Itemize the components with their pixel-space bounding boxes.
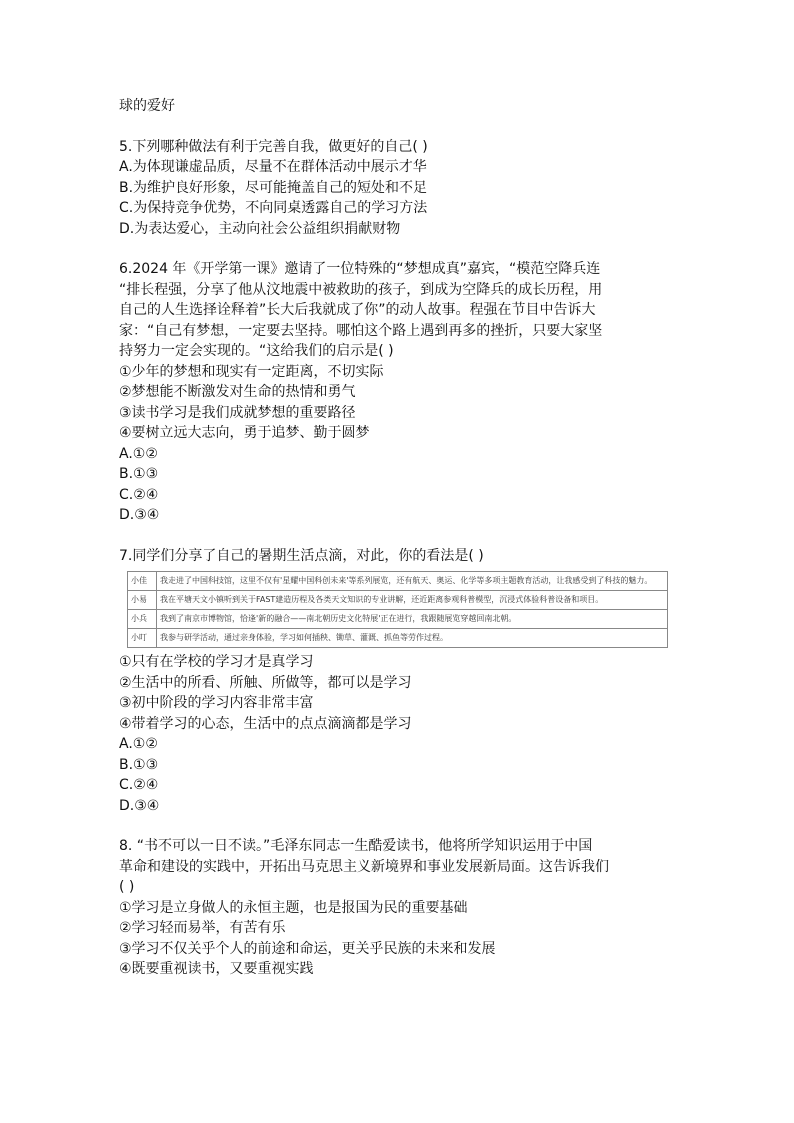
exam-page	[119, 96, 679, 980]
statement-2: ②梦想能不断激发对生命的热情和勇气	[119, 384, 356, 400]
question-stem-line: 持努力一定会实现的。“这给我们的启示是( )	[119, 343, 394, 359]
statement-1: ①少年的梦想和现实有一定距离，不切实际	[119, 363, 384, 380]
activity-table	[127, 571, 668, 648]
spacer	[119, 816, 679, 836]
spacer	[119, 239, 679, 259]
statement-4: ④要树立远大志向，勇于追梦、勤于圆梦	[119, 425, 370, 441]
statement-1: ①只有在学校的学习才是真学习	[119, 654, 314, 670]
option-d: D.③④	[119, 797, 160, 814]
student-name: 小佳	[128, 572, 157, 591]
option-d: D.为表达爱心，主动向社会公益组织捐献财物	[119, 220, 401, 237]
intro-fragment: 球的爱好	[119, 98, 175, 114]
activity-description: 我在平塘天文小镇听到关于FAST建造历程及各类天文知识的专业讲解，还近距离参观科普模型，沉浸式体验科普设备和项目。	[157, 591, 668, 610]
question-7	[119, 546, 679, 817]
question-stem-line: 自己的人生选择诠释着”长大后我就成了你”的动人故事。程强在节目中告诉大	[119, 302, 596, 318]
table-row	[128, 629, 668, 648]
student-name: 小兵	[128, 610, 157, 629]
option-c: C.②④	[119, 486, 159, 503]
table-row	[128, 591, 668, 610]
option-a: A.①②	[119, 736, 158, 752]
question-stem: 5.下列哪种做法有利于完善自我，做更好的自己( )	[119, 138, 428, 155]
student-name: 小叮	[128, 629, 157, 648]
option-c: C.②④	[119, 777, 159, 793]
table-row	[128, 610, 668, 629]
activity-description: 我走进了中国科技馆，这里不仅有'星耀中国科创未来'等系列展览，还有航天、奥运、化学等多项主题教育活动，让我感受到了科技的魅力。	[157, 572, 668, 591]
option-b: B.为维护良好形象，尽可能掩盖自己的短处和不足	[119, 179, 428, 196]
statement-3: ③学习不仅关乎个人的前途和命运，更关乎民族的未来和发展	[119, 940, 496, 957]
statement-2: ②学习轻而易举，有苦有乐	[119, 920, 286, 936]
statement-4: ④带着学习的心态，生活中的点点滴滴都是学习	[119, 715, 412, 732]
spacer	[119, 526, 679, 546]
option-b: B.①③	[119, 466, 159, 482]
statement-1: ①学习是立身做人的永恒主题，也是报国为民的重要基础	[119, 899, 468, 916]
statement-3: ③初中阶段的学习内容非常丰富	[119, 695, 314, 711]
question-stem-line: 8. “书不可以一日不读。”毛泽东同志一生酷爱读书，他将所学知识运用于中国	[119, 838, 593, 854]
table-row	[128, 572, 668, 591]
activity-description: 我到了南京市博物馆，恰逢'新的融合——南北朝历史文化特展'正在进行，我跟随展览穿越回南北朝。	[157, 610, 668, 629]
question-stem-line: 家：“自己有梦想，一定要去坚持。哪怕这个路上遇到再多的挫折，只要大家坚	[119, 322, 603, 339]
question-stem-line: “排长程强，分享了他从汶地震中被救助的孩子，到成为空降兵的成长历程，用	[119, 281, 603, 298]
question-5	[119, 137, 679, 240]
spacer	[119, 117, 679, 137]
option-d: D.③④	[119, 507, 160, 523]
question-6	[119, 259, 679, 526]
statement-2: ②生活中的所看、所触、所做等，都可以是学习	[119, 674, 412, 691]
question-stem-line: 6.2024 年《开学第一课》邀请了一位特殊的“梦想成真”嘉宾，“模范空降兵连	[119, 261, 601, 277]
question-8	[119, 836, 679, 980]
question-stem-line: ( )	[119, 879, 135, 895]
option-a: A.①②	[119, 445, 158, 462]
option-a: A.为体现谦虚品质，尽量不在群体活动中展示才华	[119, 159, 427, 175]
option-c: C.为保持竞争优势，不向同桌透露自己的学习方法	[119, 200, 428, 216]
activity-description: 我参与研学活动，通过亲身体验，学习如何插秧、锄草、灌溉、抓鱼等劳作过程。	[157, 629, 668, 648]
option-b: B.①③	[119, 756, 159, 773]
student-name: 小易	[128, 591, 157, 610]
question-stem-line: 革命和建设的实践中，开拓出马克思主义新境界和事业发展新局面。这告诉我们	[119, 858, 609, 875]
statement-4: ④既要重视读书，又要重视实践	[119, 961, 314, 977]
statement-3: ③读书学习是我们成就梦想的重要路径	[119, 404, 356, 421]
question-stem: 7.同学们分享了自己的暑期生活点滴，对此，你的看法是( )	[119, 547, 484, 564]
